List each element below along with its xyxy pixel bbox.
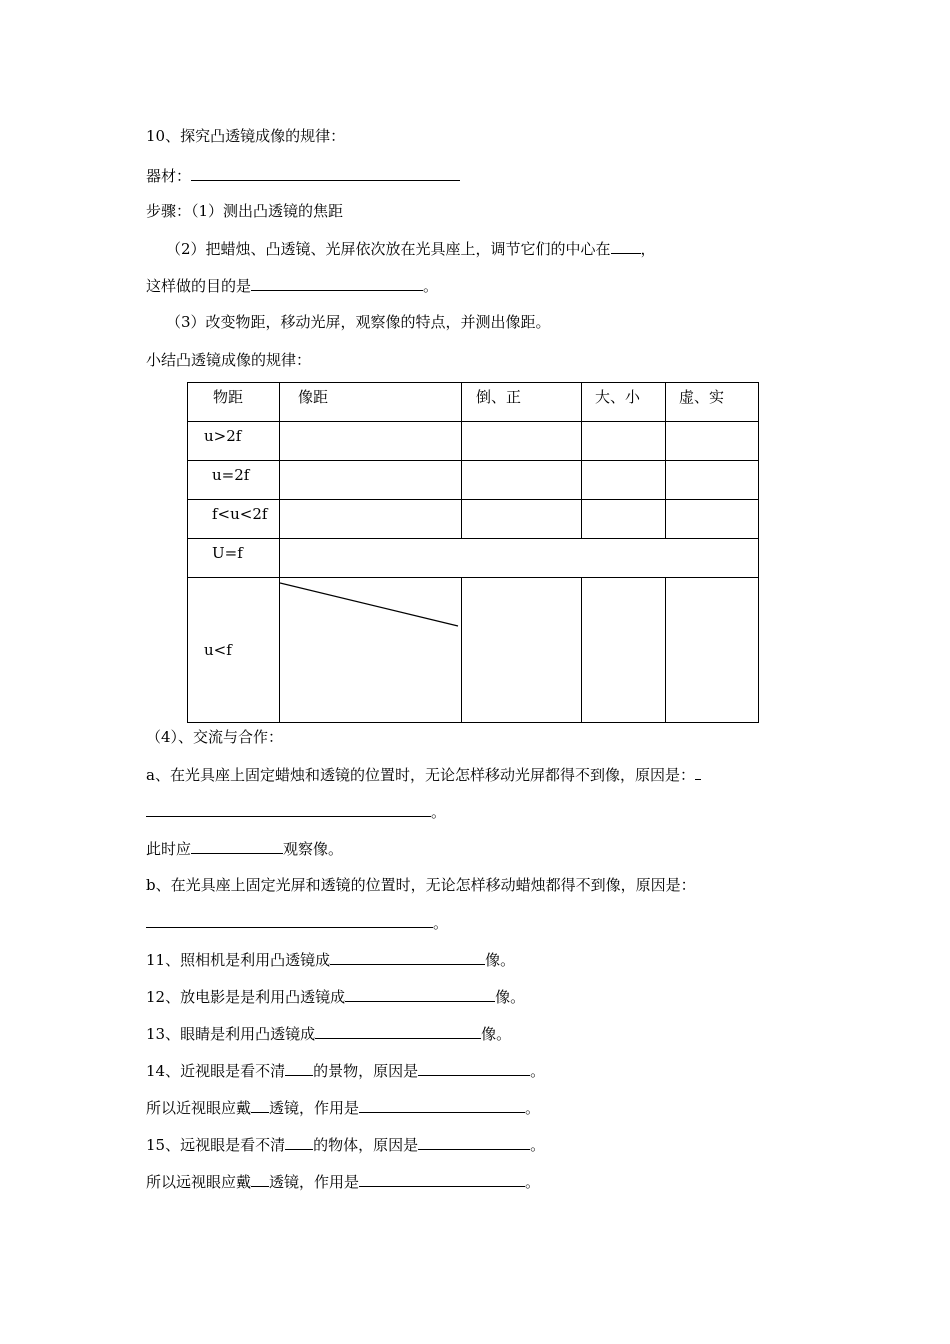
part-a-blank-start[interactable] bbox=[695, 764, 701, 780]
table-cell[interactable] bbox=[280, 461, 462, 500]
q13-blank[interactable] bbox=[315, 1023, 481, 1039]
q14-line2 bbox=[146, 1097, 540, 1118]
row-label: f<u<2f bbox=[188, 500, 280, 539]
row-label: U=f bbox=[188, 539, 280, 578]
table-cell[interactable] bbox=[666, 500, 759, 539]
part-a-question: a、在光具座上固定蜡烛和透镜的位置时，无论怎样移动光屏都得不到像，原因是： bbox=[146, 766, 695, 784]
materials-blank[interactable] bbox=[191, 165, 460, 181]
materials-line bbox=[146, 165, 460, 186]
q14-period: 。 bbox=[530, 1062, 546, 1080]
table-row bbox=[188, 461, 759, 500]
part-a-period: 。 bbox=[431, 803, 447, 821]
table-cell[interactable] bbox=[462, 578, 582, 723]
part-a-blank[interactable] bbox=[146, 801, 431, 817]
q12-text: 12、放电影是是利用凸透镜成 bbox=[146, 988, 346, 1006]
table-cell[interactable] bbox=[462, 422, 582, 461]
q15-text: 15、远视眼是看不清 bbox=[146, 1136, 286, 1154]
q15-distance-blank[interactable] bbox=[285, 1134, 313, 1150]
q15-line2 bbox=[146, 1171, 540, 1192]
q14-effect-text: 透镜，作用是 bbox=[269, 1099, 360, 1117]
table-header: 物距 bbox=[188, 383, 280, 422]
table-cell[interactable] bbox=[582, 578, 666, 723]
materials-label: 器材： bbox=[146, 167, 192, 185]
part-b-blank[interactable] bbox=[146, 912, 433, 928]
q14-lens-blank[interactable] bbox=[251, 1097, 269, 1113]
part-a-then-blank[interactable] bbox=[191, 838, 283, 854]
q15-end: 。 bbox=[525, 1173, 541, 1191]
row-label: u=2f bbox=[188, 461, 280, 500]
q14-mid: 的景物，原因是 bbox=[313, 1062, 419, 1080]
table-header: 像距 bbox=[280, 383, 462, 422]
step2-comma: ， bbox=[640, 240, 656, 258]
row-label: u<f bbox=[188, 578, 280, 723]
q15-lens-text: 所以远视眼应戴 bbox=[146, 1173, 252, 1191]
step1: 步骤：（1）测出凸透镜的焦距 bbox=[146, 202, 344, 220]
q13-text: 13、眼睛是利用凸透镜成 bbox=[146, 1025, 316, 1043]
table-cell[interactable] bbox=[582, 500, 666, 539]
q12-end: 像。 bbox=[495, 988, 526, 1006]
purpose-blank[interactable] bbox=[251, 275, 423, 291]
q14-lens-text: 所以近视眼应戴 bbox=[146, 1099, 252, 1117]
part-a-text bbox=[146, 764, 701, 785]
q15-period: 。 bbox=[530, 1136, 546, 1154]
part-b-period: 。 bbox=[433, 914, 449, 932]
merged-cell[interactable] bbox=[280, 539, 759, 578]
table-header: 虚、实 bbox=[666, 383, 759, 422]
q11-blank[interactable] bbox=[330, 949, 485, 965]
table-cell[interactable] bbox=[582, 422, 666, 461]
q14-effect-blank[interactable] bbox=[359, 1097, 525, 1113]
center-height-blank[interactable] bbox=[611, 238, 641, 254]
step3: （3）改变物距，移动光屏，观察像的特点，并测出像距。 bbox=[166, 313, 551, 331]
table-header: 大、小 bbox=[582, 383, 666, 422]
row-label: u>2f bbox=[188, 422, 280, 461]
q13 bbox=[146, 1023, 511, 1044]
purpose-period: 。 bbox=[423, 277, 439, 295]
part-a-then-end: 观察像。 bbox=[283, 840, 344, 858]
table-row bbox=[188, 578, 759, 723]
table-cell[interactable] bbox=[280, 500, 462, 539]
table-header-row bbox=[188, 383, 759, 422]
table-cell[interactable] bbox=[582, 461, 666, 500]
q15-lens-blank[interactable] bbox=[251, 1171, 269, 1187]
purpose-line bbox=[146, 275, 438, 296]
q12 bbox=[146, 986, 525, 1007]
part-b-answer-line bbox=[146, 912, 448, 933]
q15-reason-blank[interactable] bbox=[418, 1134, 530, 1150]
q13-end: 像。 bbox=[481, 1025, 512, 1043]
q15-line1 bbox=[146, 1134, 545, 1155]
diagonal-line bbox=[280, 578, 462, 723]
table-header: 倒、正 bbox=[462, 383, 582, 422]
purpose-label: 这样做的目的是 bbox=[146, 277, 252, 295]
part-a-answer-line bbox=[146, 801, 446, 822]
table-cell[interactable] bbox=[666, 422, 759, 461]
step2-line bbox=[166, 238, 656, 259]
summary-title: 小结凸透镜成像的规律： bbox=[146, 351, 312, 369]
part-a-then-label: 此时应 bbox=[146, 840, 192, 858]
q10-title: 10、探究凸透镜成像的规律： bbox=[146, 127, 346, 145]
q11 bbox=[146, 949, 515, 970]
q12-blank[interactable] bbox=[345, 986, 495, 1002]
q15-mid: 的物体，原因是 bbox=[313, 1136, 419, 1154]
step2-text: （2）把蜡烛、凸透镜、光屏依次放在光具座上，调节它们的中心在 bbox=[166, 240, 611, 258]
part-a-then-line bbox=[146, 838, 343, 859]
table-cell[interactable] bbox=[462, 461, 582, 500]
q14-end: 。 bbox=[525, 1099, 541, 1117]
q11-text: 11、照相机是利用凸透镜成 bbox=[146, 951, 331, 969]
q15-effect-blank[interactable] bbox=[359, 1171, 525, 1187]
table-cell[interactable] bbox=[280, 422, 462, 461]
table-cell[interactable] bbox=[666, 461, 759, 500]
q15-effect-text: 透镜，作用是 bbox=[269, 1173, 360, 1191]
q14-distance-blank[interactable] bbox=[285, 1060, 313, 1076]
slashed-cell bbox=[280, 578, 462, 723]
q14-reason-blank[interactable] bbox=[418, 1060, 530, 1076]
imaging-rules-table bbox=[187, 382, 759, 723]
table-cell[interactable] bbox=[462, 500, 582, 539]
table-row bbox=[188, 422, 759, 461]
q11-end: 像。 bbox=[485, 951, 516, 969]
table-cell[interactable] bbox=[666, 578, 759, 723]
q14-line1 bbox=[146, 1060, 545, 1081]
q14-text: 14、近视眼是看不清 bbox=[146, 1062, 286, 1080]
table-row bbox=[188, 500, 759, 539]
table-row bbox=[188, 539, 759, 578]
part-b-text: b、在光具座上固定光屏和透镜的位置时，无论怎样移动蜡烛都得不到像，原因是： bbox=[146, 876, 696, 894]
step4-title: （4）、交流与合作： bbox=[146, 728, 284, 746]
